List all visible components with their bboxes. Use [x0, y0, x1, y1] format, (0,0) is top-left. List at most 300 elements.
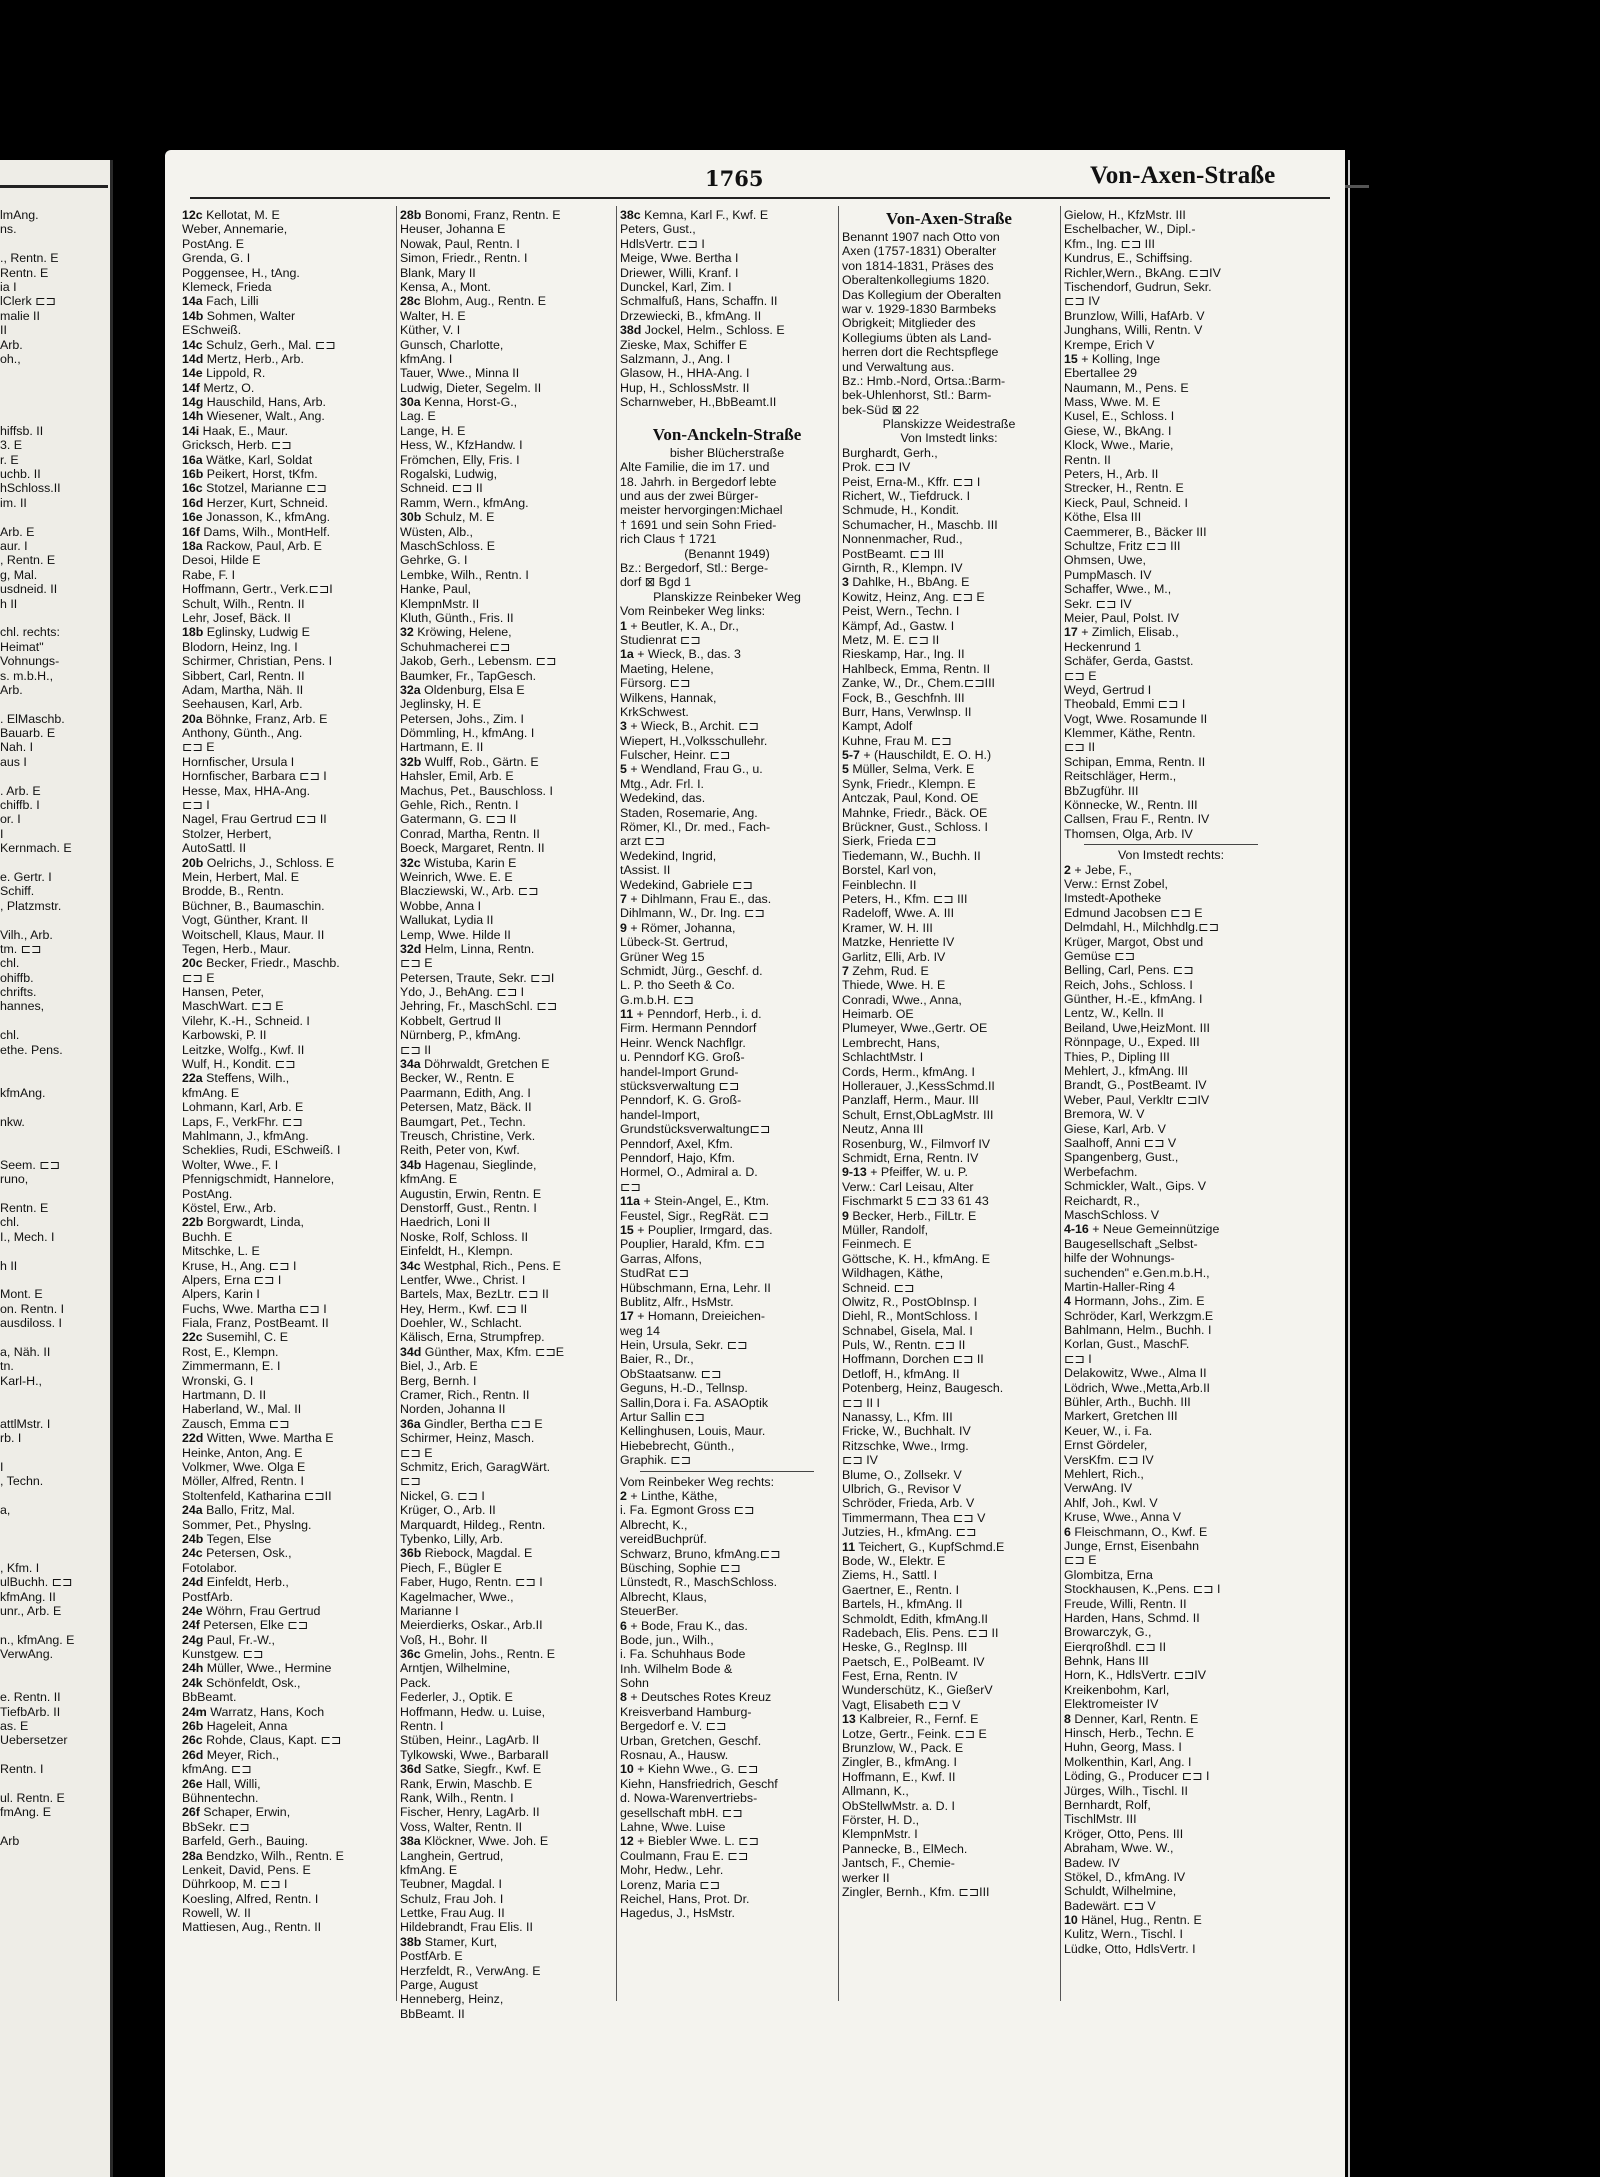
directory-entry-line: Alte Familie, die im 17. und [620, 460, 770, 475]
directory-entry-line: Kulitz, Wern., Tischl. I [1064, 1927, 1183, 1942]
directory-entry-line: u. Penndorf KG. Groß- [620, 1050, 745, 1065]
directory-entry-line: Tauer, Wwe., Minna II [400, 366, 520, 381]
directory-entry-line: Hansen, Peter, [182, 985, 264, 1000]
directory-entry-line: Ebertallee 29 [1064, 366, 1138, 381]
fragment-line: Uebersetzer [0, 1733, 68, 1748]
house-number: 16e [182, 510, 203, 525]
house-entry-line: 30b Schulz, M. E [400, 510, 495, 525]
house-number: 38b [400, 1934, 422, 1949]
directory-entry-line: i. Fa. Egmont Gross ⊏⊐ [620, 1503, 755, 1518]
directory-entry-line: Bernhardt, Rolf, [1064, 1797, 1151, 1812]
directory-entry-line: Kälisch, Erna, Strumpfrep. [400, 1330, 545, 1345]
house-number: 22a [182, 1071, 203, 1086]
directory-entry-line: Badew. IV [1064, 1855, 1120, 1870]
house-number: 22c [182, 1330, 203, 1345]
house-entry-line: 15 + Pouplier, Irmgard, das. [620, 1222, 773, 1237]
fragment-line: Schiff. [0, 884, 35, 899]
directory-entry-line: Wallukat, Lydia II [400, 913, 494, 928]
directory-entry-line: Herzfeldt, R., VerwAng. E [400, 1963, 541, 1978]
house-entry-line: 1 + Beutler, K. A., Dr., [620, 618, 739, 633]
directory-entry-line: Fricke, W., Buchhalt. IV [842, 1424, 971, 1439]
fragment-line: Rentn. E [0, 265, 49, 280]
section-caption: Von Imstedt rechts: [1117, 848, 1225, 863]
fragment-line: Arb [0, 1834, 20, 1849]
directory-entry-line: Wedekind, Ingrid, [620, 848, 717, 863]
house-entry-line: 34c Westphal, Rich., Pens. E [400, 1258, 561, 1273]
directory-entry-line: Boeck, Margaret, Rentn. II [400, 841, 545, 856]
directory-entry-line: Zanke, W., Dr., Chem.⊏⊐III [842, 676, 995, 691]
house-number: 32 [400, 625, 414, 640]
directory-entry-line: Petersen, Johs., Zim. I [400, 711, 524, 726]
house-entry-line: 6 + Bode, Frau K., das. [620, 1618, 748, 1633]
directory-entry-line: Kruse, Wwe., Anna V [1064, 1510, 1182, 1525]
directory-entry-line: Hinsch, Herb., Techn. E [1064, 1726, 1194, 1741]
directory-entry-line: Harden, Hans, Schmd. II [1064, 1610, 1200, 1625]
directory-entry-line: Olwitz, R., PostObInsp. I [842, 1294, 977, 1309]
directory-entry-line: Antczak, Paul, Kond. OE [842, 791, 979, 806]
directory-entry-line: Reith, Peter von, Kwf. [400, 1143, 520, 1158]
directory-entry-line: Hesse, Max, HHA-Ang. [182, 783, 311, 798]
directory-entry-line: Brunzlow, W., Pack. E [842, 1741, 964, 1756]
fragment-line [0, 1820, 105, 1834]
house-entry-line: 16b Peikert, Horst, tKfm. [182, 467, 318, 482]
directory-entry-line: Axen (1757-1831) Oberalter [842, 244, 997, 259]
directory-entry-line: HdlsVertr. ⊏⊐ I [620, 236, 705, 251]
directory-entry-line: Wunderschütz, K., GießerV [842, 1683, 993, 1698]
directory-entry-line: Kowitz, Heinz, Ang. ⊏⊐ E [842, 589, 985, 604]
directory-entry-line: Stolzer, Herbert, [182, 826, 272, 841]
directory-entry-line: Kellinghusen, Louis, Maur. [620, 1424, 766, 1439]
directory-entry-line: bek-Süd ⊠ 22 [842, 402, 920, 417]
directory-entry-line: Schmitz, Erich, GaragWärt. [400, 1459, 551, 1474]
house-entry-line: 14h Wiesener, Walt., Ang. [182, 409, 325, 424]
directory-entry-line: herren dort die Rechtspflege [842, 345, 999, 360]
fragment-line [0, 1402, 105, 1416]
section-caption: Von Imstedt links: [900, 431, 998, 446]
directory-entry-line: Brodde, B., Rentn. [182, 884, 284, 899]
house-number: 3 [620, 719, 627, 734]
house-entry-line: 10 + Kiehn Wwe., G. ⊏⊐ [620, 1762, 759, 1777]
directory-entry-line: Kuhne, Frau M. ⊏⊐ [842, 733, 952, 748]
directory-entry-line: Hein, Ursula, Sekr. ⊏⊐ [620, 1338, 748, 1353]
directory-entry-line: Kreikenbohm, Karl, [1064, 1682, 1170, 1697]
directory-entry-line: Henneberg, Heinz, [400, 1992, 504, 2007]
fragment-line: kfmAng. [0, 1085, 46, 1100]
scan-border [0, 0, 1600, 168]
directory-entry-line: Wedekind, Gabriele ⊏⊐ [620, 877, 753, 892]
directory-entry-line: Caemmerer, B., Bäcker III [1064, 524, 1207, 539]
directory-entry-line: Grundstücksverwaltung⊏⊐ [620, 1122, 771, 1137]
directory-entry-line: Firm. Hermann Penndorf [620, 1021, 757, 1036]
directory-entry-line: Kobbelt, Gertrud II [400, 1013, 502, 1028]
directory-entry-line: Desoi, Hilde E [182, 553, 261, 568]
directory-entry-line: Zingler, B., kfmAng. I [842, 1755, 958, 1770]
directory-entry-line: Penndorf, Axel, Kfm. [620, 1136, 733, 1151]
house-entry-line: 16f Dams, Wilh., MontHelf. [182, 524, 331, 539]
fragment-line: hannes, [0, 999, 45, 1014]
fragment-line: g, Mal. [0, 567, 38, 582]
directory-entry-line: Fuchs, Wwe. Martha ⊏⊐ I [182, 1301, 327, 1316]
directory-entry-line: ⊏⊐ IV [842, 1453, 878, 1468]
directory-entry-line: ⊏⊐ I [182, 798, 210, 813]
fragment-line: ethe. Pens. [0, 1042, 63, 1057]
directory-entry-line: MaschSchloss. E [400, 538, 496, 553]
directory-entry-line: kfmAng. ⊏⊐ [182, 1762, 252, 1777]
directory-entry-line: Ulbrich, G., Revisor V [842, 1481, 962, 1496]
directory-entry-line: Heckenrund 1 [1064, 639, 1142, 654]
directory-entry-line: Spangenberg, Gust., [1064, 1150, 1179, 1165]
directory-entry-line: Treusch, Christine, Verk. [400, 1129, 536, 1143]
directory-entry-line: Schult, Ernst,ObLagMstr. III [842, 1107, 994, 1122]
directory-entry-line: Schröder, Karl, Werkzgm.E [1064, 1308, 1214, 1323]
fragment-line: hSchloss.II [0, 481, 61, 496]
directory-entry-line: ⊏⊐ II [1064, 740, 1096, 755]
directory-entry-line: Lentz, W., Kelln. II [1064, 1006, 1164, 1021]
directory-entry-line: Martin-Haller-Ring 4 [1064, 1279, 1175, 1294]
directory-entry-line: PostBeamt. ⊏⊐ III [842, 546, 945, 561]
house-number: 10 [620, 1762, 634, 1777]
house-entry-line: 13 Kalbreier, R., Fernf. E [842, 1712, 979, 1727]
house-entry-line: 26b Hageleit, Anna [182, 1719, 288, 1734]
fragment-line [0, 1187, 105, 1201]
directory-entry-line: Geguns, H.-D., Tellnsp. [620, 1381, 748, 1396]
fragment-line: , Techn. [0, 1474, 44, 1489]
house-entry-line: 24a Ballo, Fritz, Mal. [182, 1503, 295, 1518]
house-entry-line: 3 + Wieck, B., Archit. ⊏⊐ [620, 719, 759, 734]
directory-entry-line: Driewer, Willi, Kranf. I [620, 265, 739, 280]
directory-entry-line: Schuldt, Wilhelmine, [1064, 1884, 1177, 1899]
directory-entry-line: Reichardt, R., [1064, 1193, 1140, 1208]
fragment-line: , Rentn. E [0, 553, 56, 568]
directory-entry-line: Vogt, Günther, Krant. II [182, 913, 309, 928]
directory-entry-line: Artur Sallin ⊏⊐ [620, 1410, 705, 1425]
house-entry-line: 12 + Biebler Wwe. L. ⊏⊐ [620, 1834, 759, 1849]
house-number: 38c [620, 208, 641, 222]
directory-entry-line: Scheklies, Rudi, ESchweiß. I [182, 1143, 341, 1158]
house-number: 24a [182, 1503, 203, 1518]
fragment-line: Rentn. I [0, 1762, 44, 1777]
directory-entry-line: Feinblechn. II [842, 877, 917, 892]
directory-entry-line: Hartmann, E. II [400, 740, 484, 755]
directory-entry-line: handel-Import, [620, 1107, 700, 1122]
directory-entry-line: Hildebrandt, Frau Elis. II [400, 1920, 533, 1935]
directory-entry-line: Schultze, Fritz ⊏⊐ III [1064, 538, 1181, 553]
fragment-line: chl. [0, 1215, 20, 1230]
column-1 [182, 208, 392, 2008]
directory-entry-line: Giese, W., BkAng. I [1064, 423, 1172, 438]
directory-entry-line: Wulf, H., Kondit. ⊏⊐ [182, 1057, 296, 1072]
directory-entry-line: Teubner, Magdal. I [400, 1877, 502, 1892]
directory-entry-line: Fulscher, Heinr. ⊏⊐ [620, 748, 731, 763]
directory-entry-line: Salzmann, J., Ang. I [620, 351, 731, 366]
house-number: 38a [400, 1834, 421, 1849]
directory-entry-line: Weyd, Gertrud I [1064, 682, 1152, 697]
directory-entry-line: Saalhoff, Anni ⊏⊐ V [1064, 1136, 1177, 1150]
house-number: 22b [182, 1215, 204, 1230]
house-entry-line: 8 + Deutsches Rotes Kreuz [620, 1690, 772, 1705]
directory-entry-line: ⊏⊐ [620, 1179, 641, 1194]
directory-entry-line: PostfArb. [182, 1589, 233, 1604]
directory-entry-line: Rank, Erwin, Maschb. E [400, 1776, 533, 1791]
directory-entry-line: war v. 1929-1830 Barmbeks [842, 301, 997, 316]
directory-entry-line: Rowell, W. II [182, 1906, 251, 1921]
directory-entry-line: Nickel, G. ⊏⊐ I [400, 1488, 485, 1503]
directory-entry-line: Blank, Mary II [400, 265, 476, 280]
fragment-line: Vilh., Arb. [0, 927, 53, 942]
directory-entry-line: vereidBuchprüf. [620, 1532, 707, 1547]
house-number: 24b [182, 1531, 204, 1546]
street-heading: Von-Anckeln-Straße [652, 424, 802, 444]
house-entry-line: 36c Gmelin, Johs., Rentn. E [400, 1647, 555, 1662]
directory-entry-line: Burr, Hans, Verwlnsp. II [842, 704, 972, 719]
fragment-line: aus I [0, 754, 27, 769]
directory-entry-line: Vogt, Wwe. Rosamunde II [1064, 711, 1208, 726]
directory-entry-line: Tegen, Herb., Maur. [182, 941, 291, 956]
directory-entry-line: Kundrus, E., Schiffsing. [1064, 251, 1193, 266]
fragment-line: chl. rechts: [0, 625, 60, 640]
directory-entry-line: Fest, Erna, Rentn. IV [842, 1669, 958, 1684]
house-entry-line: 14i Haak, E., Maur. [182, 423, 289, 438]
house-number: 16c [182, 481, 203, 496]
directory-entry-line: kfmAng. E [400, 1862, 458, 1877]
directory-entry-line: Bahlmann, Helm., Buchh. I [1064, 1323, 1212, 1338]
directory-entry-line: ⊏⊐ E [400, 956, 433, 971]
directory-entry-line: Fotolabor. [182, 1560, 238, 1575]
directory-entry-line: Mein, Herbert, Mal. E [182, 869, 300, 884]
directory-entry-line: Ziems, H., Sattl. I [842, 1568, 938, 1583]
directory-entry-line: ⊏⊐ E [1064, 1553, 1097, 1568]
directory-entry-line: Lorenz, Maria ⊏⊐ [620, 1877, 720, 1892]
directory-entry-line: Eierqroßhdl. ⊏⊐ II [1064, 1639, 1167, 1654]
directory-entry-line: Pfennigschmidt, Hannelore, [182, 1172, 335, 1187]
section-caption: (Benannt 1949) [684, 546, 770, 561]
house-entry-line: 24m Warratz, Hans, Koch [182, 1704, 325, 1719]
directory-entry-line: Krüger, Margot, Obst und [1064, 934, 1204, 949]
fragment-line [0, 366, 105, 380]
house-number: 16a [182, 452, 203, 467]
fragment-line: . Arb. E [0, 783, 41, 798]
fragment-line: as. E [0, 1719, 29, 1734]
directory-entry-line: Tybenko, Lilly, Arb. [400, 1531, 504, 1546]
house-entry-line: 8 Denner, Karl, Rentn. E [1064, 1711, 1199, 1726]
directory-entry-line: Lotze, Gertr., Feink. ⊏⊐ E [842, 1726, 987, 1741]
fragment-line: h II [0, 1258, 18, 1273]
directory-entry-line: Behnk, Hans III [1064, 1654, 1149, 1669]
directory-entry-line: Lag. E [400, 409, 436, 424]
directory-entry-line: Gaertner, E., Rentn. I [842, 1582, 960, 1597]
house-number: 30b [400, 510, 422, 525]
directory-entry-line: Denstorff, Gust., Rentn. I [400, 1200, 537, 1215]
directory-entry-line: Wüsten, Alb., [400, 524, 474, 539]
directory-entry-line: Gemüse ⊏⊐ [1064, 948, 1136, 963]
directory-entry-line: Noske, Rolf, Schloss. II [400, 1229, 529, 1244]
directory-entry-line: Doehler, W., Schlacht. [400, 1316, 522, 1331]
fragment-line [0, 395, 105, 409]
directory-entry-line: Woitschell, Klaus, Maur. II [182, 927, 325, 942]
directory-entry-line: Blacziewski, W., Arb. ⊏⊐ [400, 884, 539, 899]
directory-entry-line: Nanassy, L., Kfm. III [842, 1410, 953, 1425]
house-entry-line: 16d Herzer, Kurt, Schneid. [182, 495, 329, 510]
house-number: 9-13 [842, 1165, 867, 1180]
house-entry-line: 14d Mertz, Herb., Arb. [182, 351, 304, 366]
house-number: 32c [400, 855, 421, 870]
house-number: 1 [620, 618, 627, 633]
directory-entry-line: Abraham, Wwe. W., [1064, 1841, 1174, 1856]
directory-entry-line: ObStellwMstr. a. D. I [842, 1798, 955, 1813]
directory-entry-line: MaschWart. ⊏⊐ E [182, 999, 284, 1014]
directory-entry-line: Maeting, Helene, [620, 661, 714, 676]
directory-entry-line: Stockhausen, K.,Pens. ⊏⊐ I [1064, 1582, 1221, 1597]
house-entry-line: 10 Hänel, Hug., Rentn. E [1064, 1913, 1202, 1928]
directory-entry-line: Sierk, Frieda ⊏⊐ [842, 834, 937, 849]
directory-entry-line: Parge, August [400, 1978, 478, 1993]
house-number: 15 [620, 1222, 634, 1237]
directory-entry-line: Lettke, Frau Aug. II [400, 1906, 505, 1921]
directory-entry-line: Diehl, R., MontSchloss. I [842, 1309, 978, 1324]
house-entry-line: 16c Stotzel, Marianne ⊏⊐ [182, 481, 327, 496]
directory-entry-line: Sekr. ⊏⊐ IV [1064, 596, 1132, 611]
house-entry-line: 22d Witten, Wwe. Martha E [182, 1431, 334, 1446]
directory-entry-line: Kagelmacher, Wwe., [400, 1589, 514, 1604]
directory-entry-line: Leitzke, Wolfg., Kwf. II [182, 1042, 305, 1057]
fragment-line: Arb. E [0, 524, 35, 539]
directory-entry-line: Krüger, O., Arb. II [400, 1503, 496, 1518]
house-entry-line: 28b Bonomi, Franz, Rentn. E [400, 208, 561, 222]
directory-entry-line: Heske, G., RegInsp. III [842, 1640, 968, 1655]
house-entry-line: 14b Sohmen, Walter [182, 308, 296, 323]
house-entry-line: 11 Teichert, G., KupfSchmd.E [842, 1539, 1005, 1554]
house-entry-line: 14f Mertz, O. [182, 380, 255, 395]
directory-entry-line: Weinrich, Wwe. E. E [400, 869, 513, 884]
directory-entry-line: KrkSchwest. [620, 704, 689, 719]
directory-entry-line: Kusel, E., Schloss. I [1064, 409, 1175, 424]
house-number: 9 [620, 920, 627, 935]
directory-entry-line: Marquardt, Hildeg., Rentn. [400, 1517, 546, 1532]
directory-entry-line: Hey, Herm., Kwf. ⊏⊐ II [400, 1301, 528, 1316]
house-number: 14e [182, 366, 203, 381]
directory-entry-line: Wilkens, Hannak, [620, 690, 717, 705]
house-number: 14h [182, 409, 204, 424]
directory-entry-line: Gricksch, Herb. ⊏⊐ [182, 438, 292, 453]
directory-entry-line: Schumacher, H., Maschb. III [842, 517, 998, 532]
directory-entry-line: BbBeamt. II [400, 2006, 465, 2021]
house-number: 20c [182, 956, 203, 971]
directory-entry-line: Callsen, Frau F., Rentn. IV [1064, 812, 1210, 827]
directory-entry-line: Peters, H., Arb. II [1064, 467, 1159, 482]
directory-entry-line: Inh. Wilhelm Bode & [620, 1661, 733, 1676]
directory-entry-line: Albrecht, K., [620, 1517, 688, 1532]
directory-entry-line: Werbefachm. [1064, 1164, 1138, 1179]
house-number: 16f [182, 524, 200, 539]
directory-entry-line: L. P. tho Seeth & Co. [620, 978, 735, 993]
directory-entry-line: gesellschaft mbH. ⊏⊐ [620, 1805, 743, 1820]
fragment-line: a, Näh. II [0, 1344, 51, 1359]
fragment-line: ul. Rentn. E [0, 1790, 65, 1805]
directory-entry-line: Markert, Gretchen III [1064, 1409, 1178, 1424]
directory-entry-line: Fiala, Franz, PostBeamt. II [182, 1316, 329, 1331]
house-entry-line: 24f Petersen, Elke ⊏⊐ [182, 1618, 309, 1633]
directory-entry-line: Brunzlow, Willi, HafArb. V [1064, 308, 1205, 323]
house-number: 18a [182, 538, 203, 553]
house-number: 12 [620, 1834, 634, 1849]
house-entry-line: 20c Becker, Friedr., Maschb. [182, 956, 340, 971]
directory-entry-line: Lödrich, Wwe.,Metta,Arb.II [1064, 1380, 1210, 1395]
fragment-line [0, 1618, 105, 1632]
house-number: 14a [182, 294, 203, 309]
directory-entry-line: Huhn, Georg, Mass. I [1064, 1740, 1182, 1755]
directory-entry-line: Borstel, Karl von, [842, 863, 937, 878]
house-entry-line: 14c Schulz, Gerh., Mal. ⊏⊐ [182, 337, 336, 352]
house-number: 34c [400, 1258, 421, 1273]
directory-entry-line: ⊏⊐ E [182, 970, 215, 985]
directory-entry-line: Hollerauer, J.,KessSchmd.II [842, 1079, 995, 1094]
directory-entry-line: Blodorn, Heinz, Ing. I [182, 639, 298, 654]
house-number: 22d [182, 1431, 204, 1446]
directory-entry-line: Sibbert, Carl, Rentn. II [182, 668, 305, 683]
fragment-line: hiffsb. II [0, 423, 44, 438]
directory-entry-line: und Verwaltung aus. [842, 359, 955, 374]
fragment-line [0, 1661, 105, 1675]
directory-entry-line: Meige, Wwe. Bertha I [620, 251, 739, 266]
directory-entry-line: Lentfer, Wwe., Christ. I [400, 1272, 526, 1287]
directory-entry-line: Bz.: Bergedorf, Stl.: Berge- [620, 560, 769, 575]
directory-entry-line: Weber, Paul, Verkltr ⊏⊐IV [1064, 1092, 1210, 1107]
directory-entry-line: meister hervorgingen:Michael [620, 503, 783, 518]
directory-entry-line: Coulmann, Frau E. ⊏⊐ [620, 1848, 749, 1863]
directory-entry-line: Lehr, Josef, Bäck. II [182, 610, 291, 625]
directory-entry-line: d. Nowa-Warenvertriebs- [620, 1791, 758, 1806]
house-entry-line: 28a Bendzko, Wilh., Rentn. E [182, 1848, 344, 1863]
fragment-line: uchb. II [0, 467, 41, 482]
house-number: 14i [182, 423, 200, 438]
directory-entry-line: Garlitz, Elli, Arb. IV [842, 949, 946, 964]
house-number: 2 [620, 1488, 627, 1503]
directory-entry-line: PostAng. [182, 1186, 233, 1201]
directory-entry-line: Junge, Ernst, Eisenbahn [1064, 1538, 1200, 1553]
directory-entry-line: Lembrecht, Hans, [842, 1035, 940, 1050]
directory-entry-line: Dunckel, Karl, Zim. I [620, 279, 732, 294]
directory-entry-line: rich Claus † 1721 [620, 532, 717, 547]
house-number: 26e [182, 1776, 203, 1791]
house-entry-line: 32a Oldenburg, Elsa E [400, 682, 525, 697]
house-entry-line: 24b Tegen, Else [182, 1531, 272, 1546]
house-number: 24g [182, 1632, 204, 1647]
directory-entry-line: kfmAng. E [182, 1085, 240, 1100]
house-entry-line: 32b Wulff, Rob., Gärtn. E [400, 754, 539, 769]
house-entry-line: 14e Lippold, R. [182, 366, 266, 381]
directory-entry-line: Zausch, Emma ⊏⊐ [182, 1416, 290, 1431]
directory-entry-line [620, 409, 834, 423]
directory-entry-line: Schmidt, Erna, Rentn. IV [842, 1151, 979, 1165]
house-number: 20a [182, 711, 203, 726]
directory-entry-line: handel-Import Grund- [620, 1064, 739, 1079]
directory-entry-line: Tylkowski, Wwe., BarbaraII [400, 1747, 549, 1762]
house-number: 28a [182, 1848, 203, 1863]
house-entry-line: 30a Kenna, Horst-G., [400, 395, 518, 410]
directory-entry-line: Schirmer, Heinz, Masch. [400, 1431, 535, 1446]
directory-entry-line: Puls, W., Rentn. ⊏⊐ II [842, 1338, 966, 1353]
directory-entry-line: Pannecke, B., ElMech. [842, 1841, 968, 1856]
column-rule [1060, 206, 1061, 2001]
directory-entry-line: Mahnke, Friedr., Bäck. OE [842, 805, 988, 820]
directory-entry-line: Löding, G., Producer ⊏⊐ I [1064, 1769, 1210, 1784]
house-number: 24k [182, 1675, 203, 1690]
directory-entry-line: Meier, Paul, Polst. IV [1064, 610, 1180, 625]
house-entry-line: 22b Borgwardt, Linda, [182, 1215, 304, 1230]
directory-entry-line: Garras, Alfons, [620, 1251, 702, 1266]
directory-entry-line: Karbowski, P. II [182, 1028, 267, 1043]
fragment-line: or. I [0, 812, 21, 827]
